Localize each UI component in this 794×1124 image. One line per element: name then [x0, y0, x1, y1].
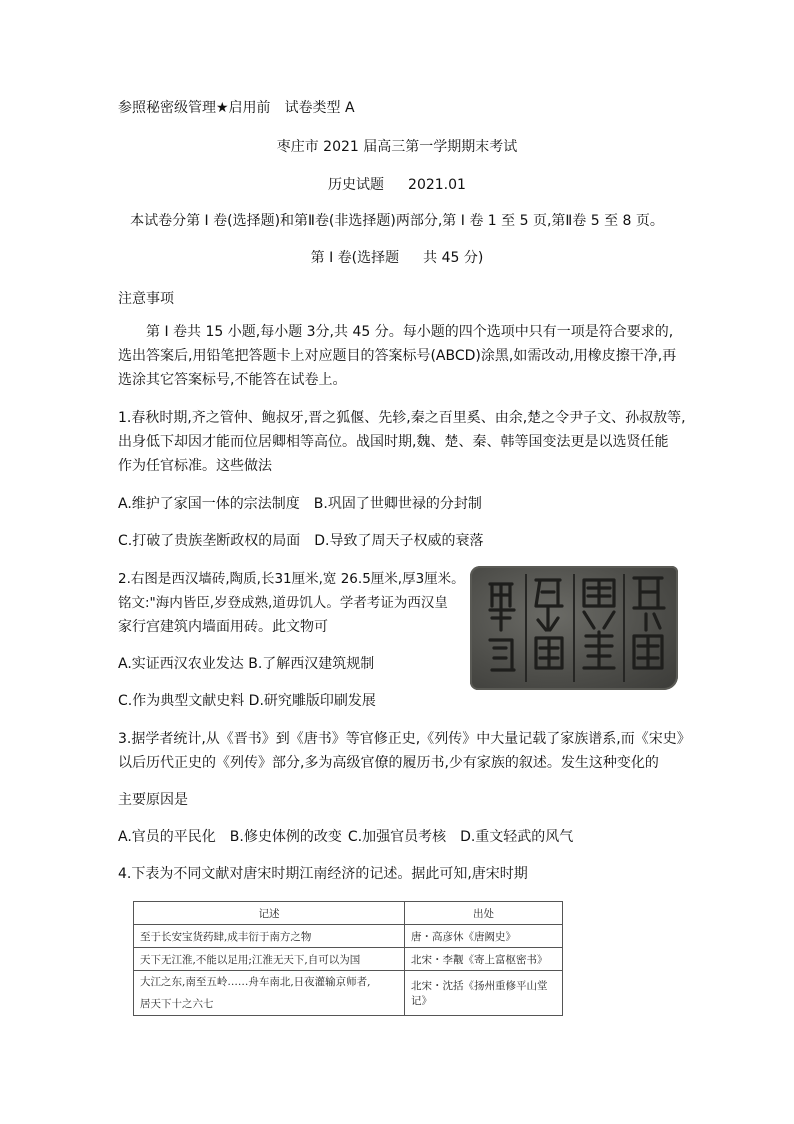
secrecy-label: 参照秘密级管理★启用前 [118, 100, 271, 116]
q1-option-c[interactable]: C.打破了贵族垄断政权的局面 [118, 533, 301, 549]
header-line [118, 98, 355, 118]
q4-source-table [133, 901, 563, 1016]
q3-option-b[interactable]: B.修史体例的改变 [229, 829, 342, 845]
table-cell-text: 天下无江淮,不能以足用;江淮无天下,自可以为国 [134, 948, 405, 971]
brick-inscription-image [470, 566, 678, 690]
q3-option-c[interactable]: C.加强官员考核 [347, 829, 447, 845]
q2-stem-line1: 2.右图是西汉墙砖,陶质,长31厘米,宽 26.5厘米,厚3厘米。 [118, 571, 465, 587]
table-header-row [134, 902, 563, 925]
exam-title: 枣庄市 2021 届高三第一学期期末考试 [276, 139, 518, 155]
table-row [134, 948, 563, 971]
q2-options-ab[interactable]: A.实证西汉农业发达 B.了解西汉建筑规制 [118, 656, 375, 672]
q1-option-a[interactable]: A.维护了家国一体的宗法制度 [118, 496, 300, 512]
table-row [134, 971, 563, 1016]
notes-text: 第 I 卷共 15 小题,每小题 3分,共 45 分。每小题的四个选项中只有一项是符合要求的,选出答案后,用铅笔把答题卡上对应题目的答案标号(ABCD)涂黑,如需改动,用橡皮擦干净,再选涂其它答案标号,不能答在试卷上。 [118, 324, 677, 388]
paper-type-label: 试卷类型 A [284, 100, 355, 116]
part1-heading [0, 248, 794, 268]
q3-option-d[interactable]: D.重文轻武的风气 [460, 829, 574, 845]
exam-date: 2021.01 [408, 177, 466, 193]
table-cell-source: 北宋・沈括《扬州重修平山堂记》 [405, 971, 563, 1016]
table-header-source: 出处 [405, 902, 563, 925]
q1-stem-line1: 1.春秋时期,齐之管仲、鲍叔牙,晋之狐偃、先轸,秦之百里奚、由余,楚之令尹子文、孙叔敖等, [118, 410, 686, 426]
table-cell-text-line1: 大江之东,南至五岭……舟车南北,日夜灌输京师者, [140, 976, 371, 988]
table-cell-text-line2: 居天下十之六七 [140, 998, 214, 1010]
subject-label: 历史试题 [328, 177, 385, 193]
q3-options [118, 827, 573, 847]
q1-options-cd [118, 531, 483, 551]
q3-stem-line1: 3.据学者统计,从《晋书》到《唐书》等官修正史,《列传》中大量记载了家族谱系,而《宋史》 [118, 731, 691, 747]
table-cell-source: 北宋・李觏《寄上富枢密书》 [405, 948, 563, 971]
table-cell-text: 至于长安宝货药肆,成丰衍于南方之物 [134, 925, 405, 948]
q1-stem-line2: 出身低下却因才能而位居卿相等高位。战国时期,魏、楚、秦、韩等国变法更是以选贤任能 [118, 434, 669, 450]
table-cell-source: 唐・高彦休《唐阙史》 [405, 925, 563, 948]
q4-stem: 4.下表为不同文献对唐宋时期江南经济的记述。据此可知,唐宋时期 [118, 866, 528, 882]
q1-option-d[interactable]: D.导致了周天子权威的衰落 [314, 533, 484, 549]
part1-heading-right: 共 45 分) [423, 250, 484, 266]
table-row [134, 925, 563, 948]
notes-heading: 注意事项 [118, 291, 174, 307]
q1-stem-line3: 作为任官标准。这些做法 [118, 458, 272, 474]
q3-stem-line3: 主要原因是 [118, 792, 188, 808]
seal-glyphs-icon [470, 566, 678, 690]
q2-stem-line3: 家行宫建筑内墙面用砖。此文物可 [118, 619, 328, 635]
part1-heading-left: 第 I 卷(选择题 [310, 250, 400, 266]
subject-line [0, 175, 794, 195]
intro-text: 本试卷分第 I 卷(选择题)和第Ⅱ卷(非选择题)两部分,第 I 卷 1 至 5 页,第Ⅱ卷 5 至 8 页。 [130, 213, 664, 229]
q2-options-cd[interactable]: C.作为典型文献史料 D.研究雕版印刷发展 [118, 693, 376, 709]
q3-stem-line2: 以后历代正史的《列传》部分,多为高级官僚的履历书,少有家族的叙述。发生这种变化的 [118, 755, 659, 771]
table-cell-text [134, 971, 405, 1016]
q1-options-ab [118, 494, 482, 514]
q1-option-b[interactable]: B.巩固了世卿世禄的分封制 [313, 496, 482, 512]
q2-stem-line2: 铭文:"海内皆臣,岁登成熟,道毋饥人。学者考证为西汉皇 [118, 595, 448, 611]
table-header-text: 记述 [134, 902, 405, 925]
q3-option-a[interactable]: A.官员的平民化 [118, 829, 216, 845]
